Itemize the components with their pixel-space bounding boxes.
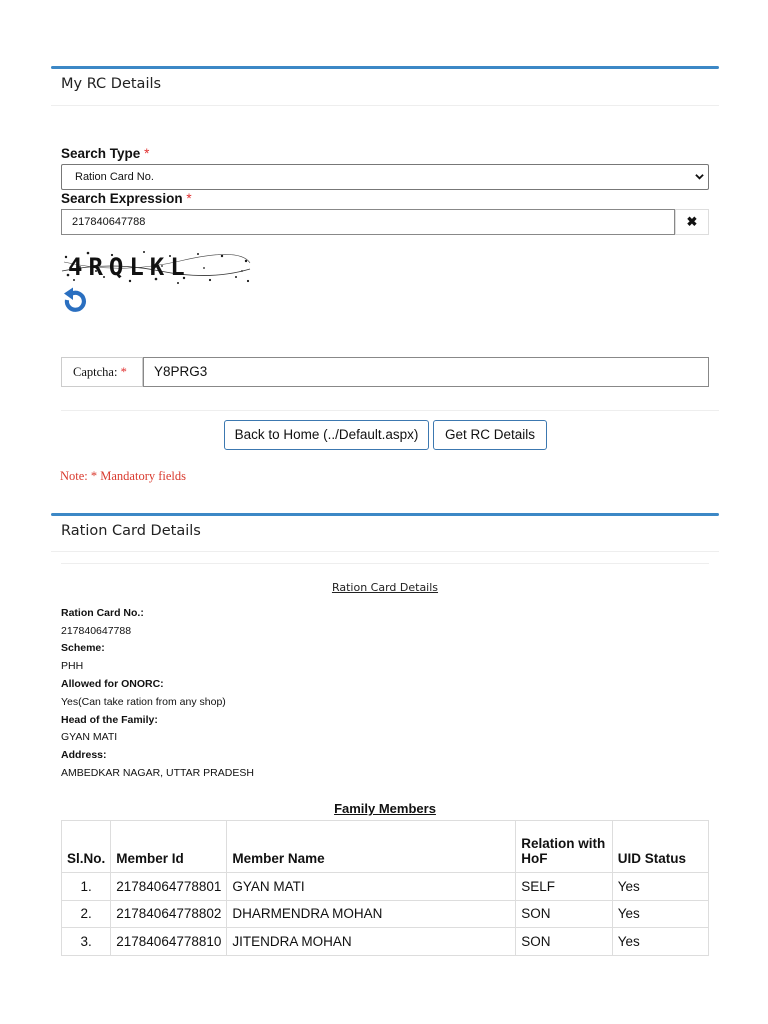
divider (61, 410, 719, 411)
family-members-table (61, 820, 709, 956)
hof-label: Head of the Family: (61, 714, 158, 726)
search-expression-label (61, 191, 192, 206)
captcha-image (60, 247, 252, 287)
cell-uid-status: Yes (612, 900, 708, 928)
cell-relation: SELF (516, 873, 612, 901)
search-type-select[interactable] (61, 164, 709, 190)
cell-sl-no: 3. (62, 928, 111, 956)
cell-member-name: DHARMENDRA MOHAN (227, 900, 516, 928)
cell-member-name: JITENDRA MOHAN (227, 928, 516, 956)
col-header-uid-status: UID Status (612, 821, 708, 873)
search-expression-label-text: Search Expression (61, 191, 183, 206)
refresh-icon[interactable] (60, 287, 90, 317)
onorc-label: Allowed for ONORC: (61, 678, 164, 690)
cell-member-name: GYAN MATI (227, 873, 516, 901)
captcha-input[interactable] (143, 357, 709, 387)
table-row (62, 900, 709, 928)
divider (61, 563, 709, 564)
clear-search-button[interactable] (675, 209, 709, 235)
details-heading: Ration Card Details (331, 581, 439, 594)
family-members-title: Family Members (334, 801, 436, 816)
cell-relation: SON (516, 928, 612, 956)
captcha-input-value: Y8PRG3 (154, 364, 208, 379)
col-header-member-name: Member Name (227, 821, 516, 873)
search-expression-input[interactable] (61, 209, 675, 235)
search-type-label (61, 146, 149, 161)
cell-sl-no: 2. (62, 900, 111, 928)
address-label: Address: (61, 749, 107, 761)
mandatory-note: Note: * Mandatory fields (60, 469, 187, 483)
required-mark: * (120, 365, 127, 379)
table-row (62, 928, 709, 956)
cell-member-id: 21784064778802 (111, 900, 227, 928)
scheme-value: PHH (61, 660, 84, 672)
search-type-value: Ration Card No. (75, 171, 154, 183)
divider (51, 551, 719, 552)
required-mark: * (144, 146, 150, 161)
hof-value: GYAN MATI (61, 731, 118, 743)
cell-sl-no: 1. (62, 873, 111, 901)
back-to-home-button[interactable]: Back to Home (../Default.aspx) (224, 420, 429, 450)
col-header-relation: Relation with HoF (516, 821, 612, 873)
captcha-label (61, 357, 143, 387)
onorc-value: Yes(Can take ration from any shop) (61, 696, 226, 708)
cell-relation: SON (516, 900, 612, 928)
search-expression-value: 217840647788 (72, 216, 146, 228)
search-panel-accent (51, 66, 719, 69)
scheme-label: Scheme: (61, 642, 105, 654)
cell-member-id: 21784064778810 (111, 928, 227, 956)
table-header-row (62, 821, 709, 873)
captcha-label-text: Captcha: (73, 365, 118, 379)
get-rc-details-button[interactable]: Get RC Details (433, 420, 547, 450)
rc-no-label: Ration Card No.: (61, 607, 144, 619)
address-value: AMBEDKAR NAGAR, UTTAR PRADESH (61, 767, 254, 779)
cell-uid-status: Yes (612, 873, 708, 901)
captcha-image-text: 4RQLKL (68, 253, 191, 281)
result-panel-accent (51, 513, 719, 516)
cell-member-id: 21784064778801 (111, 873, 227, 901)
chevron-down-icon (695, 172, 704, 181)
result-panel-title: Ration Card Details (61, 523, 201, 539)
close-icon: ✖ (686, 214, 698, 229)
required-mark: * (186, 191, 192, 206)
col-header-sl-no: Sl.No. (62, 821, 111, 873)
table-row (62, 873, 709, 901)
search-type-label-text: Search Type (61, 146, 141, 161)
search-panel-title: My RC Details (61, 76, 162, 92)
col-header-member-id: Member Id (111, 821, 227, 873)
cell-uid-status: Yes (612, 928, 708, 956)
rc-no-value: 217840647788 (61, 625, 132, 637)
divider (51, 105, 719, 106)
